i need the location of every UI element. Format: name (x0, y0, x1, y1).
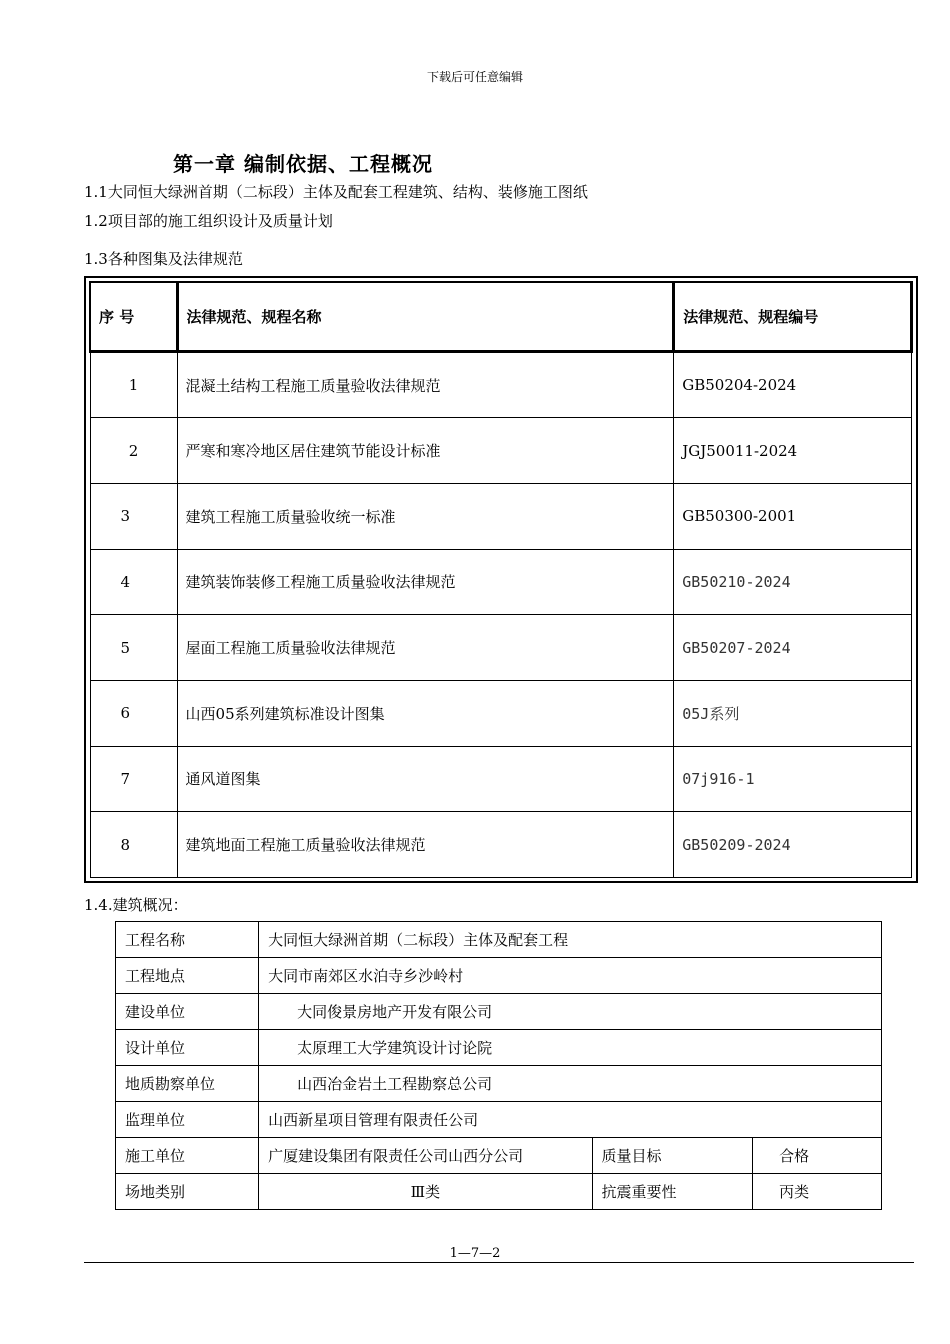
table-row (90, 484, 912, 550)
basis-item-3: 1.3各种图集及法律规范 (84, 250, 243, 268)
overview-table (115, 921, 882, 1210)
row-code: GB50209-2024 (674, 812, 912, 878)
table-row (90, 615, 912, 681)
row-no: 1 (90, 351, 177, 418)
row-no: 2 (90, 418, 177, 484)
standards-header-row (90, 282, 912, 351)
seismic-value: 丙类 (753, 1174, 882, 1210)
table-row (116, 1066, 882, 1102)
row-code: GB50204-2024 (674, 351, 912, 418)
designer-label: 设计单位 (116, 1030, 259, 1066)
row-name: 混凝土结构工程施工质量验收法律规范 (177, 351, 674, 418)
project-name-value: 大同恒大绿洲首期（二标段）主体及配套工程 (259, 922, 882, 958)
row-code: GB50210-2024 (674, 549, 912, 615)
supervisor-value: 山西新星项目管理有限责任公司 (259, 1102, 882, 1138)
table-row (90, 418, 912, 484)
site-label: 场地类别 (116, 1174, 259, 1210)
contractor-value: 广厦建设集团有限责任公司山西分公司 (259, 1138, 592, 1174)
table-row (90, 351, 912, 418)
quality-label: 质量目标 (592, 1138, 753, 1174)
row-name: 山西05系列建筑标准设计图集 (177, 680, 674, 746)
footer-divider (84, 1262, 914, 1263)
row-code: 07j916-1 (674, 746, 912, 812)
supervisor-label: 监理单位 (116, 1102, 259, 1138)
row-name: 建筑装饰装修工程施工质量验收法律规范 (177, 549, 674, 615)
table-row (90, 680, 912, 746)
survey-label: 地质勘察单位 (116, 1066, 259, 1102)
table-row (90, 812, 912, 878)
row-name: 通风道图集 (177, 746, 674, 812)
row-no: 5 (90, 615, 177, 681)
designer-value: 太原理工大学建筑设计讨论院 (259, 1030, 882, 1066)
header-note: 下载后可任意编辑 (426, 70, 523, 84)
table-row (116, 994, 882, 1030)
site-value: Ⅲ类 (259, 1174, 592, 1210)
row-no: 4 (90, 549, 177, 615)
standards-table (89, 281, 913, 878)
overview-heading: 1.4.建筑概况： (84, 896, 188, 914)
table-row (116, 1030, 882, 1066)
owner-value: 大同俊景房地产开发有限公司 (259, 994, 882, 1030)
table-row (90, 549, 912, 615)
survey-value: 山西冶金岩土工程勘察总公司 (259, 1066, 882, 1102)
row-code: 05J系列 (674, 680, 912, 746)
row-no: 3 (90, 484, 177, 550)
table-row (116, 922, 882, 958)
basis-item-1: 1.1大同恒大绿洲首期（二标段）主体及配套工程建筑、结构、装修施工图纸 (84, 183, 588, 201)
row-no: 6 (90, 680, 177, 746)
owner-label: 建设单位 (116, 994, 259, 1030)
row-no: 8 (90, 812, 177, 878)
row-code: JGJ50011-2024 (674, 418, 912, 484)
chapter-title: 第一章 编制依据、工程概况 (173, 152, 433, 176)
row-code: GB50207-2024 (674, 615, 912, 681)
table-row (116, 1174, 882, 1210)
row-name: 屋面工程施工质量验收法律规范 (177, 615, 674, 681)
location-label: 工程地点 (116, 958, 259, 994)
row-name: 严寒和寒冷地区居住建筑节能设计标准 (177, 418, 674, 484)
table-row (116, 958, 882, 994)
header-name: 法律规范、规程名称 (177, 282, 674, 351)
table-row (90, 746, 912, 812)
row-name: 建筑地面工程施工质量验收法律规范 (177, 812, 674, 878)
project-name-label: 工程名称 (116, 922, 259, 958)
table-row (116, 1138, 882, 1174)
row-name: 建筑工程施工质量验收统一标准 (177, 484, 674, 550)
seismic-label: 抗震重要性 (592, 1174, 753, 1210)
table-row (116, 1102, 882, 1138)
location-value: 大同市南郊区水泊寺乡沙岭村 (259, 958, 882, 994)
row-no: 7 (90, 746, 177, 812)
header-code: 法律规范、规程编号 (674, 282, 912, 351)
standards-table-frame (84, 276, 918, 883)
quality-value: 合格 (753, 1138, 882, 1174)
page-number: 1—7—2 (449, 1246, 501, 1261)
row-code: GB50300-2001 (674, 484, 912, 550)
header-no: 序 号 (90, 282, 177, 351)
contractor-label: 施工单位 (116, 1138, 259, 1174)
basis-item-2: 1.2项目部的施工组织设计及质量计划 (84, 212, 333, 230)
